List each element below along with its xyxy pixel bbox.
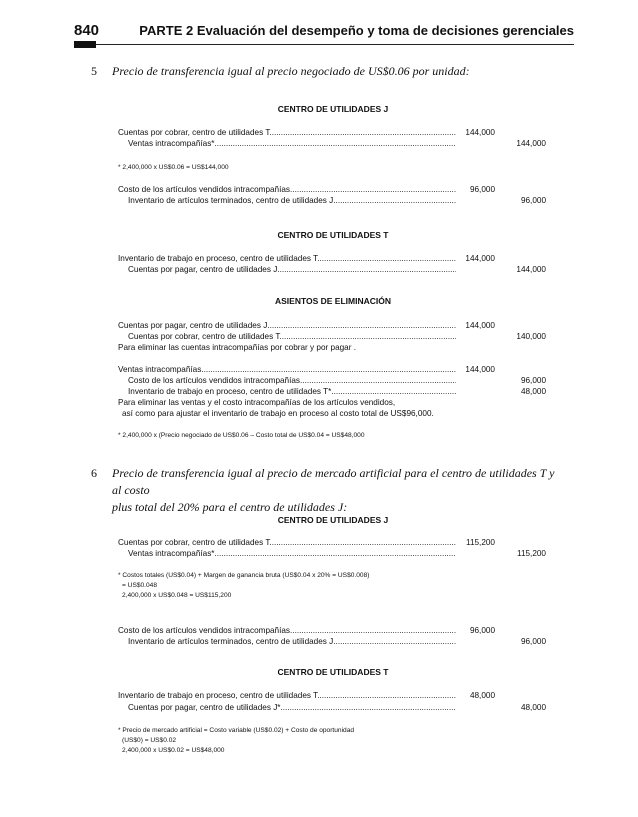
credit-amount: 48,000 xyxy=(520,703,546,712)
row-label: Cuentas por pagar, centro de utilidades J ..... xyxy=(118,321,456,330)
credit-amount: 144,000 xyxy=(516,139,546,148)
row-label: Inventario de artículos terminados, centro de utilidades J ..... xyxy=(128,637,456,646)
row-text: Para eliminar las ventas y el costo intracompañías de los artículos vendidos, xyxy=(118,398,396,407)
debit-amount: 144,000 xyxy=(465,365,495,374)
item6-title-line2: plus total del 20% para el centro de utilidades J: xyxy=(112,500,348,514)
row-label: Costo de los artículos vendidos intracompañías ..... xyxy=(118,185,456,194)
header-rule xyxy=(74,44,574,45)
footnote-line: = US$0.048 xyxy=(122,582,158,589)
row-label: Cuentas por cobrar, centro de utilidades T ..... xyxy=(118,538,456,547)
journal-row xyxy=(118,637,550,649)
row-label: Costo de los artículos vendidos intracompañías ..... xyxy=(118,626,456,635)
row-label: Ventas intracompañías* ..... xyxy=(128,139,456,148)
credit-amount: 144,000 xyxy=(516,265,546,274)
journal-row xyxy=(118,196,550,208)
row-label: Inventario de trabajo en proceso, centro de utilidades T* ..... xyxy=(128,387,456,396)
row-label: Inventario de trabajo en proceso, centro de utilidades T ..... xyxy=(118,254,456,263)
credit-amount: 96,000 xyxy=(520,376,546,385)
footnote xyxy=(118,571,498,601)
row-label: Ventas intracompañías ..... xyxy=(118,365,456,374)
row-label: Ventas intracompañías* ..... xyxy=(128,549,456,558)
credit-amount: 115,200 xyxy=(517,549,546,558)
item6-section-j: CENTRO DE UTILIDADES J xyxy=(277,515,389,525)
item6-number: 6 xyxy=(91,466,97,480)
row-label: Inventario de trabajo en proceso, centro de utilidades T ..... xyxy=(118,691,456,700)
item6-title-line1: Precio de transferencia igual al precio de mercado artificial para el centro de utilidades T y al costo xyxy=(112,466,555,497)
footnote-line: * Costos totales (US$0.04) + Margen de ganancia bruta (US$0.04 x 20% = US$0.008) xyxy=(118,572,370,579)
footnote xyxy=(118,726,498,756)
row-label: Cuentas por cobrar, centro de utilidades T ..... xyxy=(118,128,456,137)
footnote: * 2,400,000 x (Precio negociado de US$0.06 – Costo total de US$0.04 = US$48,000 xyxy=(118,432,365,439)
journal-row xyxy=(118,691,550,703)
item5-section-t: CENTRO DE UTILIDADES T xyxy=(277,230,389,240)
item5-number: 5 xyxy=(91,64,97,78)
page-header xyxy=(74,22,574,44)
credit-amount: 96,000 xyxy=(520,637,546,646)
debit-amount: 96,000 xyxy=(469,626,495,635)
footnote-line: (US$0) = US$0.02 xyxy=(122,737,177,744)
item6-section-t: CENTRO DE UTILIDADES T xyxy=(277,667,389,677)
item6-title xyxy=(112,465,566,516)
footnote-line: * Precio de mercado artificial = Costo variable (US$0.02) + Costo de oportunidad xyxy=(118,727,355,734)
row-text: Para eliminar las cuentas intracompañías por cobrar y por pagar . xyxy=(118,343,357,352)
footnote-line: 2,400,000 x US$0.02 = US$48,000 xyxy=(122,747,225,754)
debit-amount: 96,000 xyxy=(469,185,495,194)
part-title: PARTE 2 Evaluación del desempeño y toma de decisiones gerenciales xyxy=(139,23,574,38)
journal-row xyxy=(118,139,550,151)
header-block xyxy=(74,41,96,48)
credit-amount: 96,000 xyxy=(520,196,546,205)
journal-row xyxy=(118,265,550,277)
journal-row xyxy=(118,549,550,561)
footnote-line: 2,400,000 x US$0.048 = US$115,200 xyxy=(122,592,232,599)
debit-amount: 144,000 xyxy=(465,254,495,263)
item5-section-j: CENTRO DE UTILIDADES J xyxy=(277,104,389,114)
debit-amount: 48,000 xyxy=(469,691,495,700)
row-label: Costo de los artículos vendidos intracompañías ..... xyxy=(128,376,456,385)
row-label: Inventario de artículos terminados, centro de utilidades J ..... xyxy=(128,196,456,205)
row-label: Cuentas por pagar, centro de utilidades J* ..... xyxy=(128,703,456,712)
debit-amount: 144,000 xyxy=(465,321,495,330)
row-label: Cuentas por cobrar, centro de utilidades T ..... xyxy=(128,332,456,341)
row-label: Cuentas por pagar, centro de utilidades J ..... xyxy=(128,265,456,274)
credit-amount: 140,000 xyxy=(516,332,546,341)
journal-row xyxy=(118,409,550,421)
footnote: * 2,400,000 x US$0.06 = US$144,000 xyxy=(118,164,229,171)
item5-section-elim: ASIENTOS DE ELIMINACIÓN xyxy=(274,296,392,306)
debit-amount: 144,000 xyxy=(465,128,495,137)
item5-title: Precio de transferencia igual al precio negociado de US$0.06 por unidad: xyxy=(112,64,470,78)
credit-amount: 48,000 xyxy=(520,387,546,396)
journal-row xyxy=(118,703,550,715)
debit-amount: 115,200 xyxy=(466,538,495,547)
journal-row xyxy=(118,343,550,355)
row-text: así como para ajustar el inventario de trabajo en proceso al costo total de US$96,000. xyxy=(122,409,434,418)
page-number: 840 xyxy=(74,22,100,39)
